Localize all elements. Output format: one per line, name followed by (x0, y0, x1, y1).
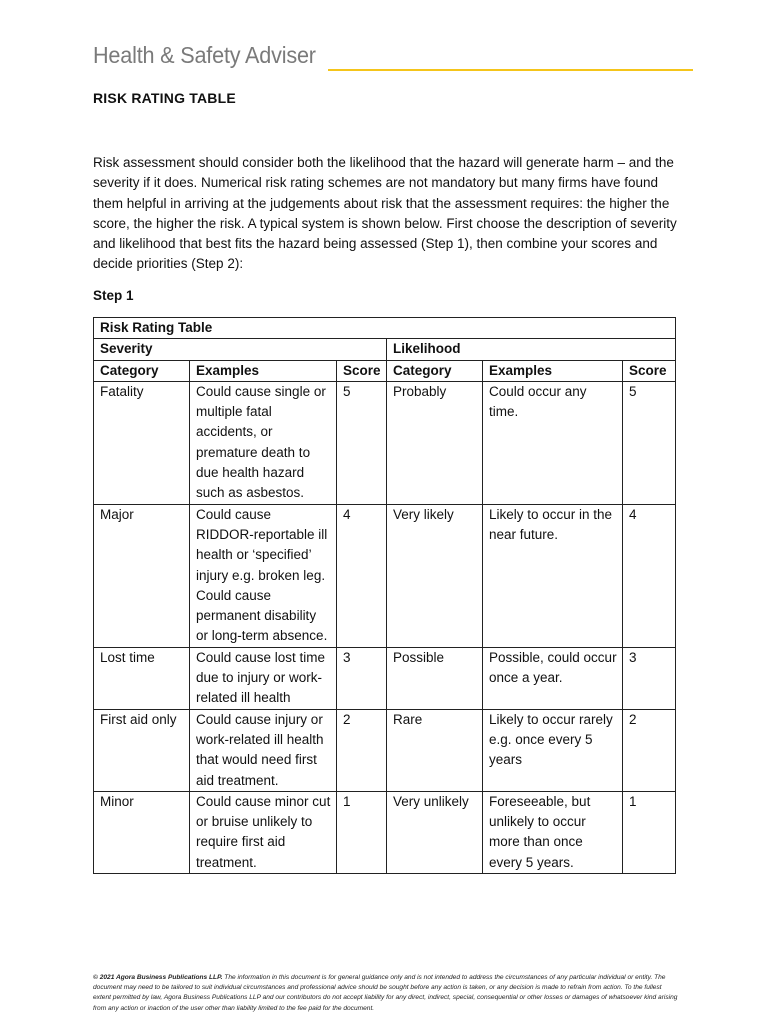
likelihood-category: Possible (387, 647, 483, 709)
severity-category: Lost time (94, 647, 190, 709)
table-row (94, 647, 676, 709)
severity-score: 5 (337, 381, 387, 504)
header-rule (328, 69, 693, 71)
column-header: Examples (190, 360, 337, 381)
likelihood-score: 3 (623, 647, 676, 709)
severity-score: 4 (337, 504, 387, 647)
likelihood-example: Possible, could occur once a year. (483, 647, 623, 709)
severity-example: Could cause minor cut or bruise unlikely to require first aid treatment. (190, 791, 337, 873)
document-title: RISK RATING TABLE (93, 90, 236, 106)
page-header (93, 42, 693, 74)
brand-title: Health & Safety Adviser (93, 42, 316, 68)
severity-score: 1 (337, 791, 387, 873)
likelihood-category: Very likely (387, 504, 483, 647)
table-row (94, 791, 676, 873)
severity-category: First aid only (94, 709, 190, 791)
severity-score: 3 (337, 647, 387, 709)
footer-disclaimer (93, 973, 678, 1014)
column-header: Score (623, 360, 676, 381)
likelihood-example: Likely to occur in the near future. (483, 504, 623, 647)
likelihood-header: Likelihood (387, 339, 676, 360)
likelihood-score: 1 (623, 791, 676, 873)
intro-paragraph: Risk assessment should consider both the likelihood that the hazard will generate harm – and the severity if it does. Numerical risk rating schemes are not mandatory but many firms have found them helpful in arriving at the judgements about risk that the assessment requires: the higher the score, the higher the risk. A typical system is shown below. First choose the description of severity and likelihood that best fits the hazard being assessed (Step 1), then combine your scores and decide priorities (Step 2): (93, 155, 677, 272)
likelihood-category: Probably (387, 381, 483, 504)
step-label: Step 1 (93, 288, 134, 303)
risk-rating-table (93, 317, 676, 874)
footer-text: The information in this document is for general guidance only and is not intended to address the circumstances of any particular individual or entity. The document may need to be tailored to suit individual circumstances and professional advice should be sought before any action is taken, or any decision is made to refrain from action. To the fullest extent permitted by law, Agora Business Publications LLP and our contributors do not accept liability for any direct, indirect, special, consequential or other losses or damages of whatsoever kind arising from any action or inaction of the user other than liability limited to the fee paid for the document. (93, 974, 678, 1012)
table-caption: Risk Rating Table (94, 318, 676, 339)
column-header: Category (94, 360, 190, 381)
severity-category: Minor (94, 791, 190, 873)
table-row (94, 709, 676, 791)
column-header: Examples (483, 360, 623, 381)
severity-example: Could cause lost time due to injury or work-related ill health (190, 647, 337, 709)
table-row (94, 504, 676, 647)
severity-category: Major (94, 504, 190, 647)
severity-header: Severity (94, 339, 387, 360)
severity-example: Could cause injury or work-related ill health that would need first aid treatment. (190, 709, 337, 791)
severity-category: Fatality (94, 381, 190, 504)
likelihood-category: Rare (387, 709, 483, 791)
column-header-row (94, 360, 676, 381)
likelihood-score: 2 (623, 709, 676, 791)
likelihood-score: 5 (623, 381, 676, 504)
likelihood-category: Very unlikely (387, 791, 483, 873)
likelihood-example: Could occur any time. (483, 381, 623, 504)
severity-example: Could cause single or multiple fatal accidents, or premature death to due health hazard such as asbestos. (190, 381, 337, 504)
severity-example: Could cause RIDDOR-reportable ill health or ‘specified’ injury e.g. broken leg. Could cause permanent disability or long-term absence. (190, 504, 337, 647)
column-header: Category (387, 360, 483, 381)
severity-score: 2 (337, 709, 387, 791)
footer-copyright: © 2021 Agora Business Publications LLP. (93, 974, 223, 981)
table-row (94, 381, 676, 504)
likelihood-score: 4 (623, 504, 676, 647)
likelihood-example: Foreseeable, but unlikely to occur more than once every 5 years. (483, 791, 623, 873)
likelihood-example: Likely to occur rarely e.g. once every 5 years (483, 709, 623, 791)
column-header: Score (337, 360, 387, 381)
